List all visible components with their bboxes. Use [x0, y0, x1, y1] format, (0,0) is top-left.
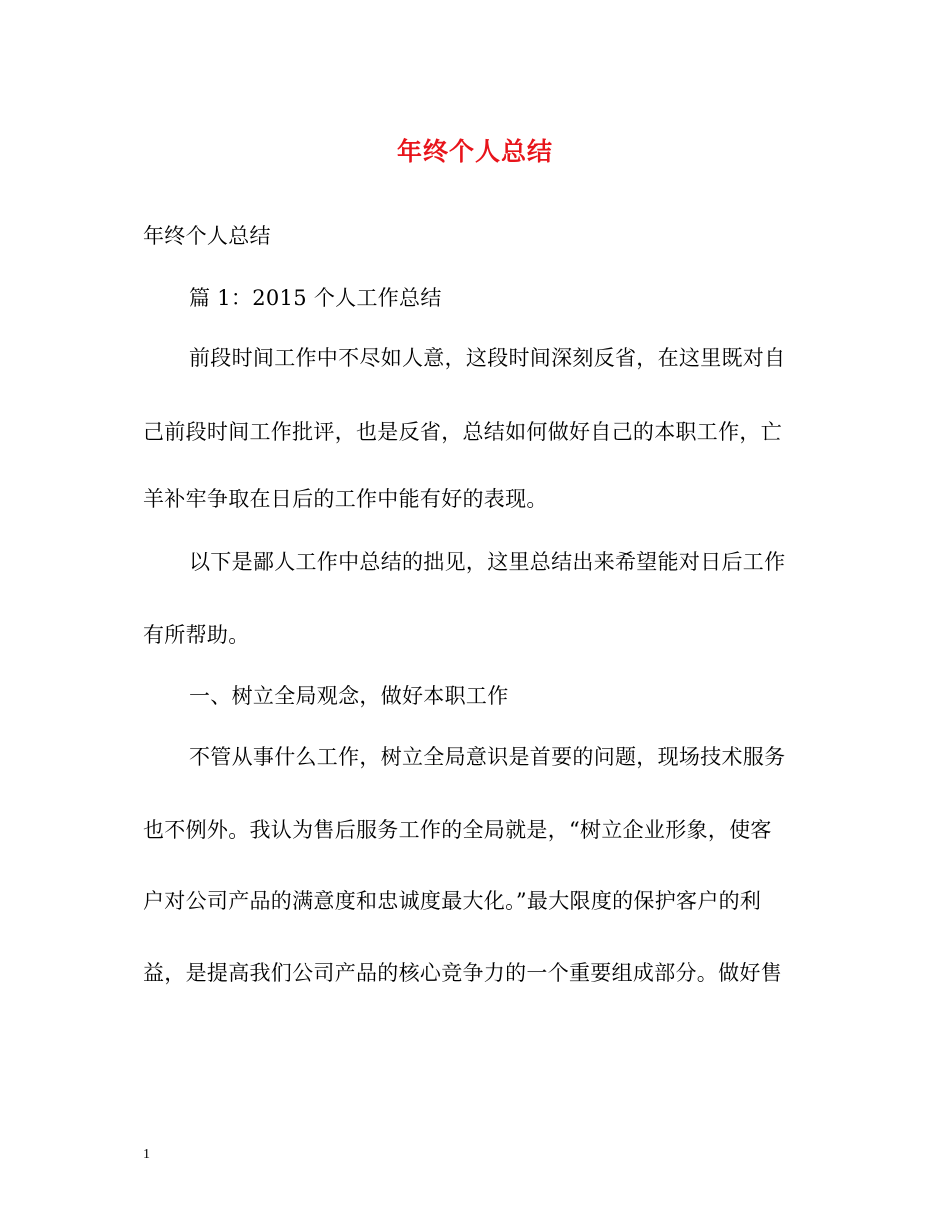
paragraph-line: 以下是鄙人工作中总结的拙见，这里总结出来希望能对日后工作: [189, 550, 786, 574]
paragraph-line: 也不例外。我认为售后服务工作的全局就是，“树立企业形象，使客: [143, 818, 772, 842]
paragraph-line: 益，是提高我们公司产品的核心竞争力的一个重要组成部分。做好售: [143, 961, 782, 985]
paragraph-line: 羊补牢争取在日后的工作中能有好的表现。: [143, 487, 548, 511]
document-title: 年终个人总结: [396, 137, 553, 166]
article-heading-line: 篇 1：2015 个人工作总结: [189, 286, 442, 310]
paragraph-line: 有所帮助。: [143, 623, 250, 647]
subtitle-line: 年终个人总结: [143, 224, 271, 248]
paragraph-line: 前段时间工作中不尽如人意，这段时间深刻反省，在这里既对自: [189, 346, 786, 370]
paragraph-line: 己前段时间工作批评，也是反省，总结如何做好自己的本职工作，亡: [143, 420, 782, 444]
paragraph-line: 不管从事什么工作，树立全局意识是首要的问题，现场技术服务: [189, 745, 786, 769]
section-heading-line: 一、树立全局观念，做好本职工作: [189, 684, 509, 708]
paragraph-line: 户对公司产品的满意度和忠诚度最大化。”最大限度的保护客户的利: [143, 889, 762, 913]
page-number: 1: [143, 1147, 150, 1162]
